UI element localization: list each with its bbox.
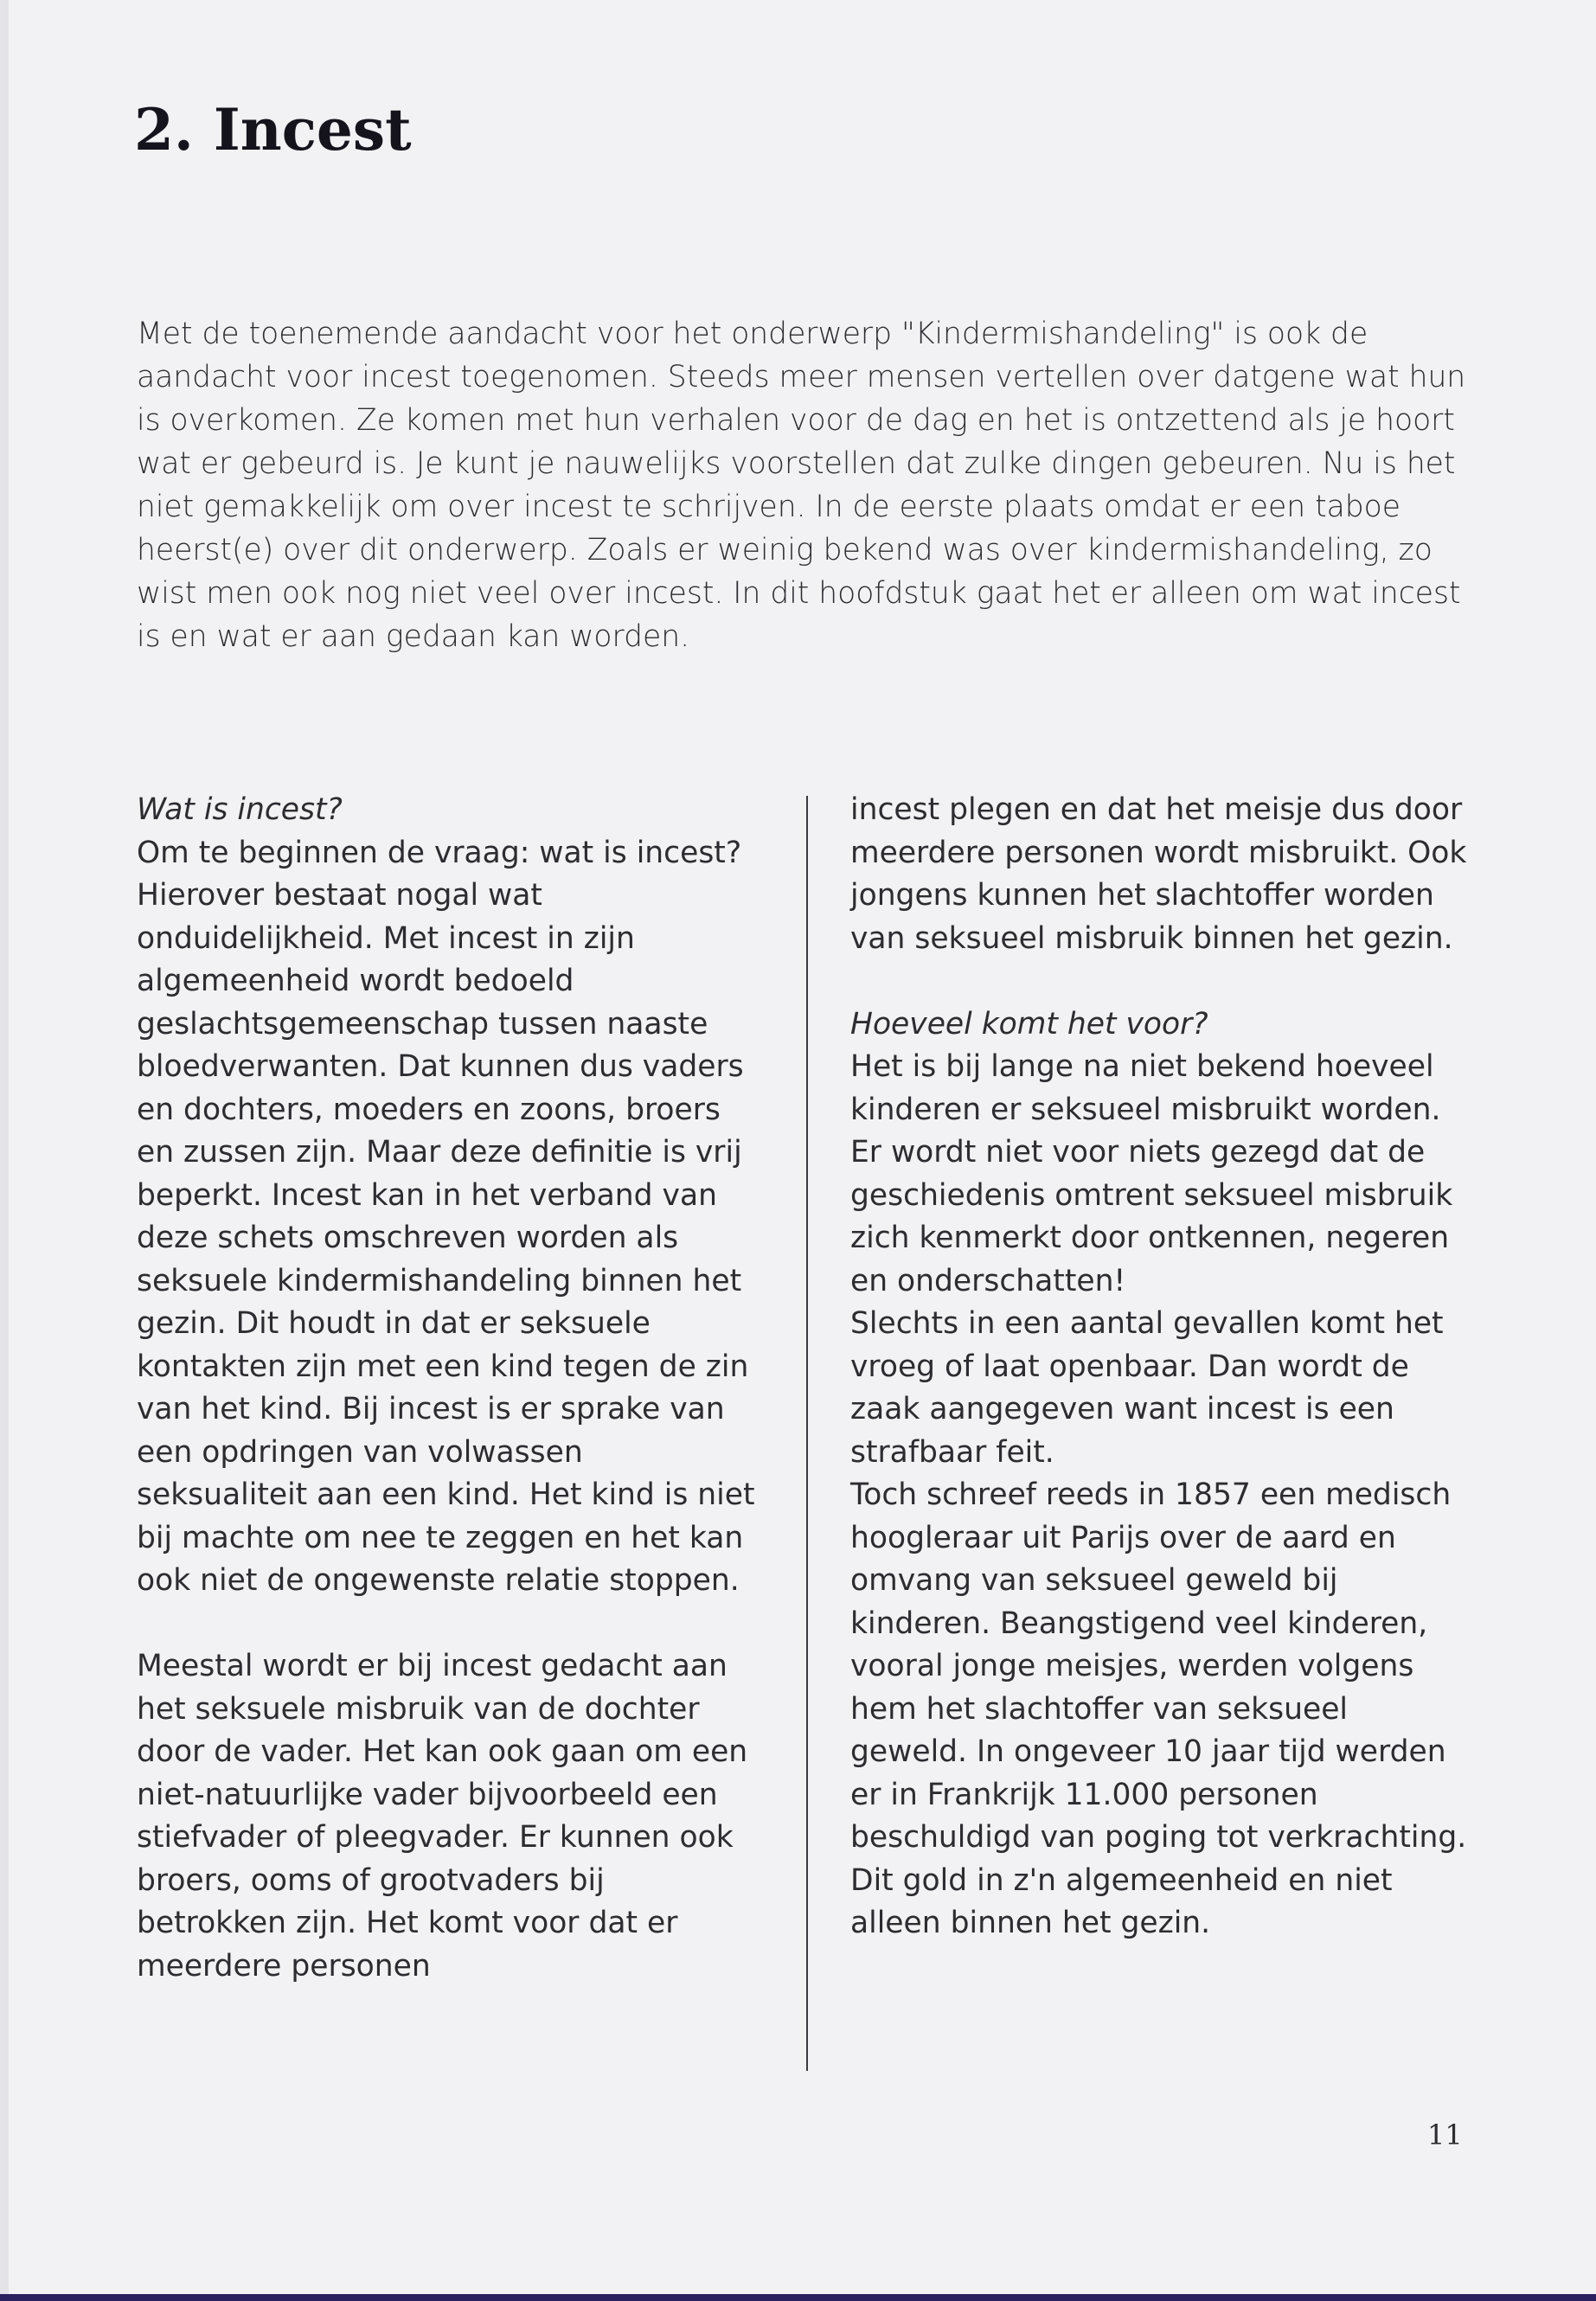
right-paragraph-4: Toch schreef reeds in 1857 een medisch hoogleraar uit Parijs over de aard en omvang van seksueel geweld bij kinderen. Beangstigend veel kinderen, vooral jonge meisjes, werden volgens hem het slachtoffer van seksueel geweld. In ongeveer 10 jaar tijd werden er in Frankrijk 11.000 personen beschuldigd van poging tot verkrachting. Dit gold in z'n algemeenheid en niet alleen binnen het gezin. (850, 1477, 1467, 1940)
intro-paragraph: Met de toenemende aandacht voor het onderwerp "Kindermishandeling" is ook de aandacht voor incest toegenomen. Steeds meer mensen vertellen over datgene wat hun is overkomen. Ze komen met hun verhalen voor de dag en het is ontzettend als je hoort wat er gebeurd is. Je kunt je nauwelijks voorstellen dat zulke dingen gebeuren. Nu is het niet gemakkelijk om over incest te schrijven. In de eerste plaats omdat er een taboe heerst(e) over dit onderwerp. Zoals er weinig bekend was over kindermishandeling, zo wist men ook nog niet veel over incest. In dit hoofdstuk gaat het er alleen om wat incest is en wat er aan gedaan kan worden. (137, 317, 1466, 654)
left-column (137, 789, 760, 1988)
column-divider (806, 796, 808, 2071)
section-heading-how-common: Hoeveel komt het voor? (850, 1006, 1208, 1042)
section-heading-what-is-incest: Wat is incest? (137, 792, 343, 827)
left-paragraph-2: Meestal wordt er bij incest gedacht aan het seksuele misbruik van de dochter door de vader. Het kan ook gaan om een niet-natuurlijke vader bijvoorbeeld een stiefvader of pleegvader. Er kunnen ook broers, ooms of grootvaders bij betrokken zijn. Het komt voor dat er meerdere personen (137, 1649, 748, 1984)
page-number: 11 (1427, 2118, 1463, 2151)
left-paragraph-1: Om te beginnen de vraag: wat is incest? Hierover bestaat nogal wat onduidelijkheid. Met incest in zijn algemeenheid wordt bedoeld geslachtsgemeenschap tussen naaste bloedverwanten. Dat kunnen dus vaders en dochters, moeders en zoons, broers en zussen zijn. Maar deze definitie is vrij beperkt. Incest kan in het verband van deze schets omschreven worden als seksuele kindermishandeling binnen het gezin. Dit houdt in dat er seksuele kontakten zijn met een kind tegen de zin van het kind. Bij incest is er sprake van een opdringen van volwassen seksualiteit aan een kind. Het kind is niet bij machte om nee te zeggen en het kan ook niet de ongewenste relatie stoppen. (137, 835, 755, 1598)
page-gutter-edge (0, 0, 9, 2301)
right-paragraph-3: Slechts in een aantal gevallen komt het vroeg of laat openbaar. Dan wordt de zaak aangegeven want incest is een strafbaar feit. (850, 1306, 1444, 1470)
right-column (850, 789, 1473, 1945)
right-paragraph-2: Het is bij lange na niet bekend hoeveel kinderen er seksueel misbruikt worden. Er wordt niet voor niets gezegd dat de geschiedenis omtrent seksueel misbruik zich kenmerkt door ontkennen, negeren en onderschatten! (850, 1049, 1453, 1298)
right-paragraph-1: incest plegen en dat het meisje dus door meerdere personen wordt misbruikt. Ook jongens kunnen het slachtoffer worden van seksueel misbruik binnen het gezin. (850, 792, 1467, 956)
chapter-title: 2. Incest (134, 96, 412, 163)
paragraph-gap (850, 960, 1473, 1003)
bottom-edge-bar (0, 2294, 1596, 2301)
paragraph-gap (137, 1603, 760, 1646)
